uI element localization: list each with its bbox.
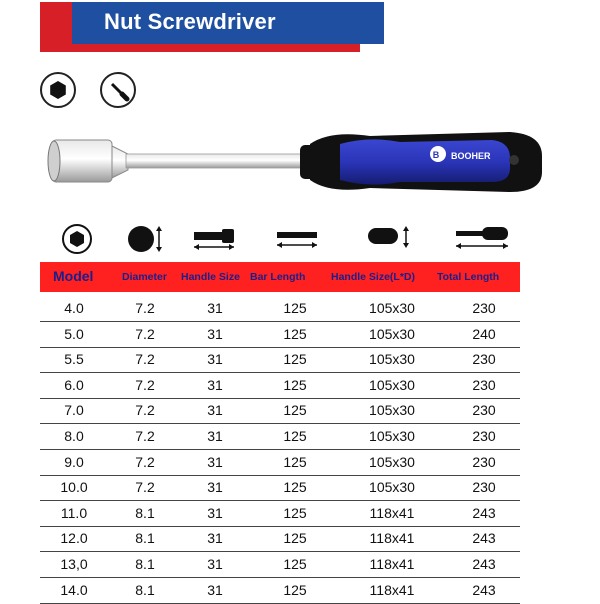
- cell-diameter: 7.2: [135, 402, 155, 419]
- cell-diameter: 8.1: [135, 581, 155, 598]
- cell-model: 14.0: [60, 581, 88, 598]
- nut-screwdriver-image: [40, 130, 560, 220]
- table-row: [40, 526, 520, 552]
- table-row: [40, 501, 520, 527]
- cell-total-length: 230: [472, 351, 496, 368]
- brand-logo-text: BOOHER: [451, 151, 491, 161]
- cell-diameter: 8.1: [135, 530, 155, 547]
- cell-bar-length: 125: [283, 504, 307, 521]
- table-row: [40, 450, 520, 476]
- cell-handle-size: 31: [207, 376, 223, 393]
- cell-total-length: 243: [472, 581, 496, 598]
- svg-text:B: B: [432, 150, 440, 160]
- cell-model: 11.0: [60, 504, 88, 521]
- cell-total-length: 230: [472, 428, 496, 444]
- table-row: [40, 296, 520, 322]
- table-row: [40, 552, 520, 578]
- cell-diameter: 7.2: [135, 479, 155, 496]
- cell-total-length: 243: [472, 504, 496, 521]
- cell-model: 9.0: [64, 453, 84, 470]
- column-header-total-length: Total Length: [437, 271, 500, 283]
- cell-total-length: 230: [472, 479, 496, 496]
- column-header-diameter: Diameter: [122, 271, 167, 283]
- cell-bar-length: 125: [283, 581, 307, 598]
- row-divider: [40, 603, 520, 604]
- cell-handle-size: 31: [207, 530, 223, 547]
- column-header-handle-dimensions: Handle Size(L*D): [331, 271, 416, 283]
- column-header-model: Model: [53, 268, 94, 284]
- cell-handle-dimensions: 118x41: [369, 530, 415, 547]
- cell-handle-size: 31: [207, 556, 223, 572]
- cell-total-length: 230: [472, 376, 496, 393]
- cell-handle-dimensions: 118x41: [369, 581, 415, 598]
- table-row: [40, 424, 520, 450]
- cell-handle-size: 31: [207, 402, 223, 419]
- cell-bar-length: 125: [283, 556, 307, 572]
- diameter-icon: [126, 222, 164, 256]
- cell-handle-size: 31: [207, 479, 223, 496]
- handle-size-icon: [192, 226, 238, 252]
- cell-handle-dimensions: 118x41: [369, 504, 415, 521]
- cell-handle-dimensions: 105x30: [369, 428, 415, 444]
- cell-handle-dimensions: 105x30: [369, 402, 415, 419]
- cell-diameter: 7.2: [135, 325, 155, 342]
- cell-total-length: 243: [472, 530, 496, 547]
- column-header-handle-size: Handle Size: [181, 271, 240, 283]
- bar-length-icon: [275, 226, 319, 252]
- cell-handle-dimensions: 105x30: [369, 351, 415, 368]
- cell-diameter: 7.2: [135, 351, 155, 368]
- table-row: [40, 322, 520, 348]
- cell-bar-length: 125: [283, 300, 307, 316]
- cell-diameter: 7.2: [135, 376, 155, 393]
- cell-handle-size: 31: [207, 504, 223, 521]
- table-row: [40, 373, 520, 399]
- cell-diameter: 8.1: [135, 556, 155, 572]
- cell-handle-size: 31: [207, 300, 223, 316]
- cell-handle-dimensions: 105x30: [369, 325, 415, 342]
- cell-bar-length: 125: [283, 325, 307, 342]
- cell-bar-length: 125: [283, 530, 307, 547]
- cell-diameter: 7.2: [135, 300, 155, 316]
- table-row: [40, 347, 520, 373]
- cell-total-length: 230: [472, 402, 496, 419]
- cell-total-length: 230: [472, 453, 496, 470]
- hex-socket-icon: [40, 72, 76, 108]
- handle-dimensions-icon: [366, 222, 412, 252]
- page-title: Nut Screwdriver: [104, 9, 276, 34]
- cell-handle-dimensions: 105x30: [369, 479, 415, 496]
- cell-model: 6.0: [64, 376, 84, 393]
- cell-handle-size: 31: [207, 428, 223, 444]
- cell-bar-length: 125: [283, 453, 307, 470]
- cell-bar-length: 125: [283, 428, 307, 444]
- screwdriver-tip-icon: [100, 72, 136, 108]
- cell-diameter: 7.2: [135, 453, 155, 470]
- cell-model: 8.0: [64, 428, 84, 444]
- cell-total-length: 243: [472, 556, 496, 572]
- cell-model: 5.0: [64, 325, 84, 342]
- cell-diameter: 8.1: [135, 504, 155, 521]
- cell-model: 12.0: [60, 530, 88, 547]
- cell-handle-dimensions: 105x30: [369, 376, 415, 393]
- column-header-bar-length: Bar Length: [250, 271, 306, 283]
- hex-size-icon: [60, 222, 94, 256]
- cell-bar-length: 125: [283, 351, 307, 368]
- total-length-icon: [452, 222, 512, 252]
- cell-handle-dimensions: 118x41: [369, 556, 415, 572]
- cell-handle-size: 31: [207, 325, 223, 342]
- cell-handle-size: 31: [207, 581, 223, 598]
- cell-model: 10.0: [60, 479, 88, 496]
- cell-model: 4.0: [64, 300, 84, 316]
- cell-total-length: 240: [472, 325, 496, 342]
- cell-handle-size: 31: [207, 351, 223, 368]
- cell-model: 7.0: [64, 402, 84, 419]
- cell-handle-size: 31: [207, 453, 223, 470]
- cell-handle-dimensions: 105x30: [369, 300, 415, 316]
- cell-bar-length: 125: [283, 479, 307, 496]
- cell-bar-length: 125: [283, 402, 307, 419]
- cell-diameter: 7.2: [135, 428, 155, 444]
- table-row: [40, 398, 520, 424]
- cell-model: 13,0: [60, 556, 88, 572]
- cell-handle-dimensions: 105x30: [369, 453, 415, 470]
- cell-bar-length: 125: [283, 376, 307, 393]
- cell-model: 5.5: [64, 351, 84, 368]
- table-row: [40, 475, 520, 501]
- cell-total-length: 230: [472, 300, 496, 316]
